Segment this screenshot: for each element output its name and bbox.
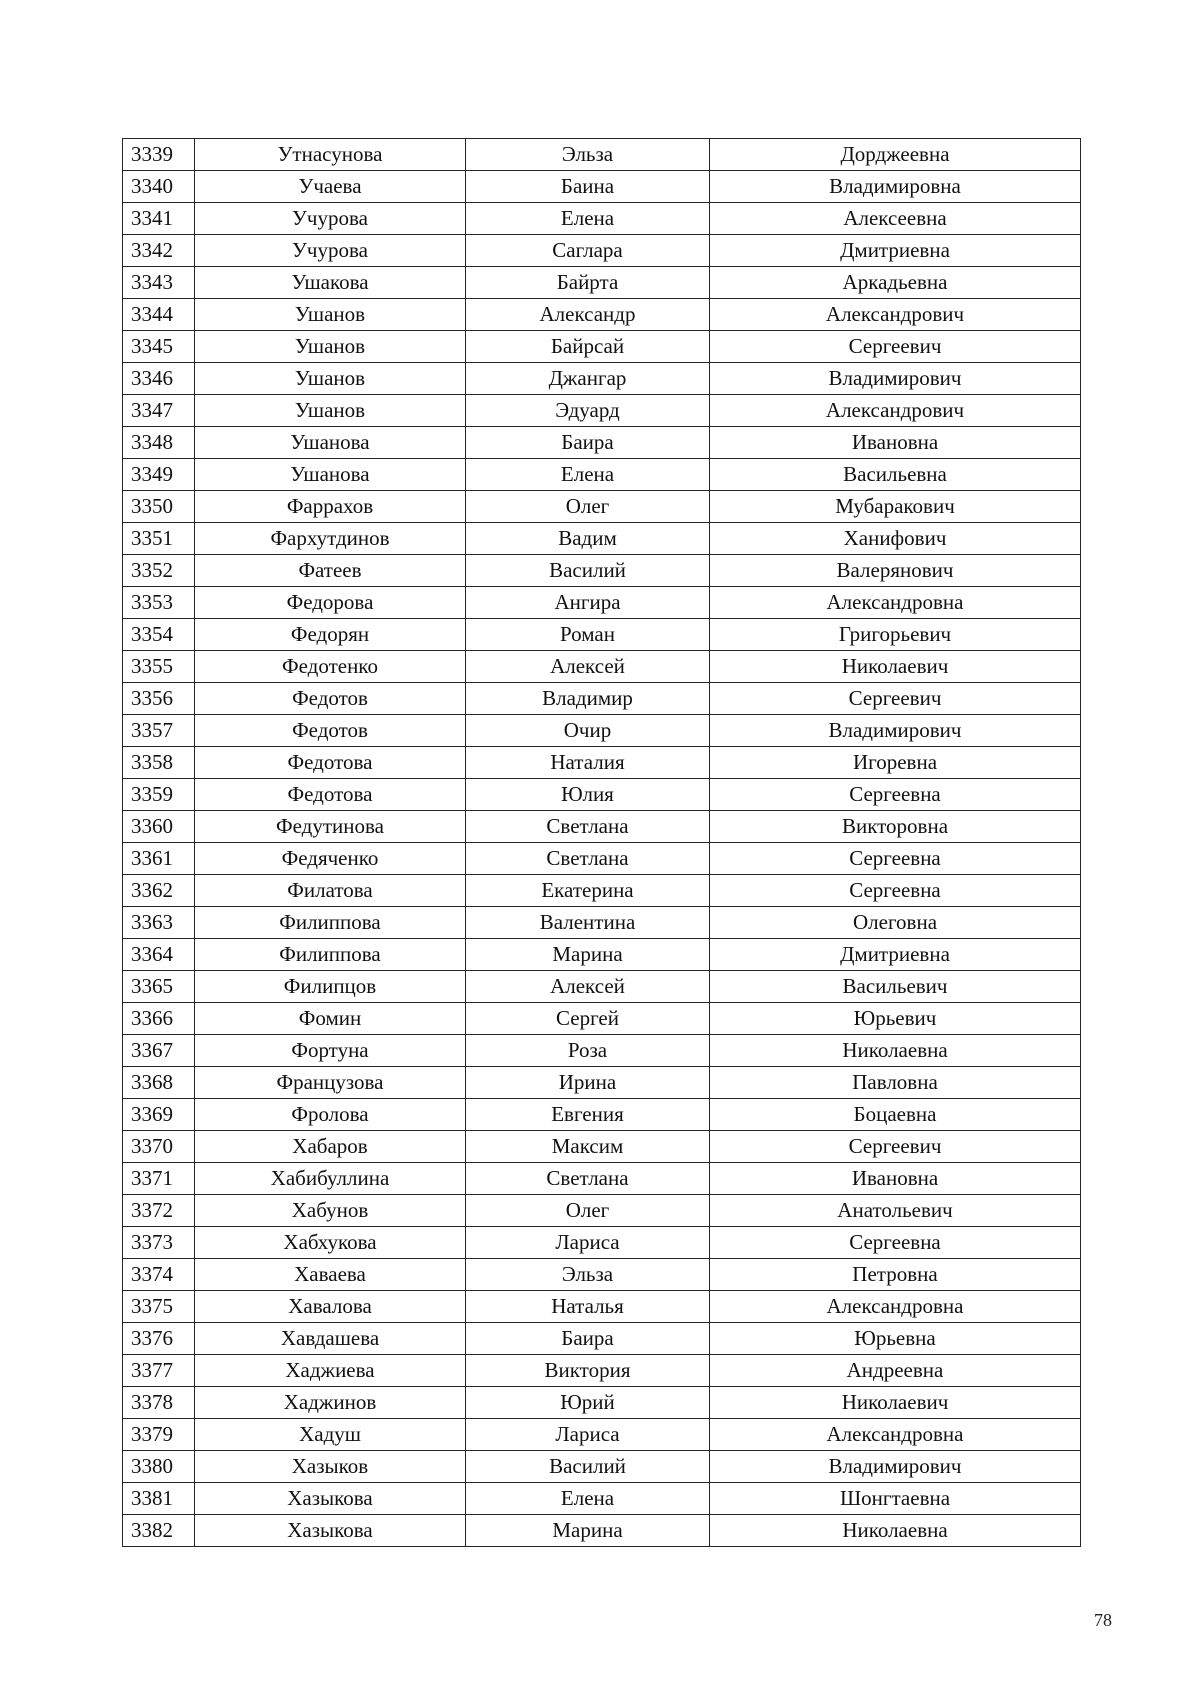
row-number: 3357 xyxy=(123,715,195,747)
last-name: Хабаров xyxy=(195,1131,466,1163)
last-name: Филиппова xyxy=(195,907,466,939)
last-name: Ушанов xyxy=(195,363,466,395)
first-name: Владимир xyxy=(466,683,710,715)
first-name: Баира xyxy=(466,427,710,459)
row-number: 3339 xyxy=(123,139,195,171)
table-row xyxy=(123,1099,1081,1131)
patronymic: Петровна xyxy=(710,1259,1081,1291)
patronymic: Васильевич xyxy=(710,971,1081,1003)
last-name: Хавалова xyxy=(195,1291,466,1323)
patronymic: Сергеевна xyxy=(710,1227,1081,1259)
patronymic: Сергеевна xyxy=(710,779,1081,811)
first-name: Эльза xyxy=(466,1259,710,1291)
page-number: 78 xyxy=(1094,1610,1112,1630)
last-name: Федорян xyxy=(195,619,466,651)
first-name: Максим xyxy=(466,1131,710,1163)
row-number: 3346 xyxy=(123,363,195,395)
row-number: 3354 xyxy=(123,619,195,651)
patronymic: Алексеевна xyxy=(710,203,1081,235)
last-name: Филиппова xyxy=(195,939,466,971)
first-name: Елена xyxy=(466,459,710,491)
patronymic: Григорьевич xyxy=(710,619,1081,651)
table-row xyxy=(123,363,1081,395)
first-name: Лариса xyxy=(466,1419,710,1451)
last-name: Хазыкова xyxy=(195,1483,466,1515)
row-number: 3374 xyxy=(123,1259,195,1291)
patronymic: Сергеевич xyxy=(710,1131,1081,1163)
last-name: Хаджиева xyxy=(195,1355,466,1387)
table-row xyxy=(123,267,1081,299)
row-number: 3347 xyxy=(123,395,195,427)
last-name: Утнасунова xyxy=(195,139,466,171)
row-number: 3364 xyxy=(123,939,195,971)
first-name: Алексей xyxy=(466,971,710,1003)
patronymic: Андреевна xyxy=(710,1355,1081,1387)
table-row xyxy=(123,1163,1081,1195)
patronymic: Олеговна xyxy=(710,907,1081,939)
row-number: 3359 xyxy=(123,779,195,811)
table-row xyxy=(123,1259,1081,1291)
last-name: Фомин xyxy=(195,1003,466,1035)
first-name: Роман xyxy=(466,619,710,651)
row-number: 3352 xyxy=(123,555,195,587)
table-row xyxy=(123,1067,1081,1099)
last-name: Федотов xyxy=(195,683,466,715)
table-row xyxy=(123,427,1081,459)
last-name: Фаррахов xyxy=(195,491,466,523)
last-name: Ушакова xyxy=(195,267,466,299)
patronymic: Юрьевич xyxy=(710,1003,1081,1035)
first-name: Баира xyxy=(466,1323,710,1355)
last-name: Хабибуллина xyxy=(195,1163,466,1195)
first-name: Джангар xyxy=(466,363,710,395)
row-number: 3367 xyxy=(123,1035,195,1067)
patronymic: Александровна xyxy=(710,1419,1081,1451)
first-name: Байрсай xyxy=(466,331,710,363)
table-row xyxy=(123,1483,1081,1515)
row-number: 3366 xyxy=(123,1003,195,1035)
last-name: Федотов xyxy=(195,715,466,747)
patronymic: Аркадьевна xyxy=(710,267,1081,299)
row-number: 3380 xyxy=(123,1451,195,1483)
last-name: Федорова xyxy=(195,587,466,619)
table-row xyxy=(123,875,1081,907)
names-table-body xyxy=(123,139,1081,1547)
row-number: 3342 xyxy=(123,235,195,267)
table-row xyxy=(123,523,1081,555)
last-name: Хаджинов xyxy=(195,1387,466,1419)
first-name: Елена xyxy=(466,203,710,235)
row-number: 3355 xyxy=(123,651,195,683)
table-row xyxy=(123,683,1081,715)
first-name: Баина xyxy=(466,171,710,203)
row-number: 3368 xyxy=(123,1067,195,1099)
patronymic: Владимирович xyxy=(710,715,1081,747)
table-row xyxy=(123,1195,1081,1227)
patronymic: Шонгтаевна xyxy=(710,1483,1081,1515)
row-number: 3341 xyxy=(123,203,195,235)
row-number: 3356 xyxy=(123,683,195,715)
first-name: Виктория xyxy=(466,1355,710,1387)
table-row xyxy=(123,1387,1081,1419)
last-name: Фролова xyxy=(195,1099,466,1131)
last-name: Федотова xyxy=(195,747,466,779)
first-name: Ангира xyxy=(466,587,710,619)
table-row xyxy=(123,235,1081,267)
last-name: Хаваева xyxy=(195,1259,466,1291)
row-number: 3353 xyxy=(123,587,195,619)
row-number: 3379 xyxy=(123,1419,195,1451)
table-row xyxy=(123,1227,1081,1259)
row-number: 3371 xyxy=(123,1163,195,1195)
table-row xyxy=(123,1515,1081,1547)
patronymic: Валерянович xyxy=(710,555,1081,587)
last-name: Хавдашева xyxy=(195,1323,466,1355)
row-number: 3350 xyxy=(123,491,195,523)
row-number: 3344 xyxy=(123,299,195,331)
last-name: Хабунов xyxy=(195,1195,466,1227)
row-number: 3363 xyxy=(123,907,195,939)
patronymic: Сергеевна xyxy=(710,875,1081,907)
last-name: Фортуна xyxy=(195,1035,466,1067)
patronymic: Дмитриевна xyxy=(710,235,1081,267)
table-row xyxy=(123,619,1081,651)
first-name: Алексей xyxy=(466,651,710,683)
last-name: Фатеев xyxy=(195,555,466,587)
row-number: 3345 xyxy=(123,331,195,363)
patronymic: Александрович xyxy=(710,299,1081,331)
last-name: Хабхукова xyxy=(195,1227,466,1259)
patronymic: Дорджеевна xyxy=(710,139,1081,171)
table-row xyxy=(123,1419,1081,1451)
patronymic: Александрович xyxy=(710,395,1081,427)
row-number: 3369 xyxy=(123,1099,195,1131)
table-row xyxy=(123,1131,1081,1163)
row-number: 3381 xyxy=(123,1483,195,1515)
last-name: Ушанова xyxy=(195,427,466,459)
table-row xyxy=(123,587,1081,619)
first-name: Василий xyxy=(466,1451,710,1483)
first-name: Юрий xyxy=(466,1387,710,1419)
first-name: Олег xyxy=(466,491,710,523)
first-name: Валентина xyxy=(466,907,710,939)
last-name: Федотенко xyxy=(195,651,466,683)
last-name: Французова xyxy=(195,1067,466,1099)
table-row xyxy=(123,1451,1081,1483)
patronymic: Игоревна xyxy=(710,747,1081,779)
last-name: Федяченко xyxy=(195,843,466,875)
row-number: 3382 xyxy=(123,1515,195,1547)
last-name: Ушанов xyxy=(195,331,466,363)
table-row xyxy=(123,1323,1081,1355)
patronymic: Ивановна xyxy=(710,427,1081,459)
patronymic: Николаевич xyxy=(710,651,1081,683)
table-row xyxy=(123,747,1081,779)
first-name: Ирина xyxy=(466,1067,710,1099)
table-row xyxy=(123,395,1081,427)
first-name: Василий xyxy=(466,555,710,587)
first-name: Байрта xyxy=(466,267,710,299)
patronymic: Викторовна xyxy=(710,811,1081,843)
patronymic: Владимирович xyxy=(710,363,1081,395)
first-name: Эдуард xyxy=(466,395,710,427)
row-number: 3375 xyxy=(123,1291,195,1323)
table-row xyxy=(123,331,1081,363)
patronymic: Александровна xyxy=(710,1291,1081,1323)
patronymic: Дмитриевна xyxy=(710,939,1081,971)
table-row xyxy=(123,1035,1081,1067)
table-row xyxy=(123,459,1081,491)
patronymic: Боцаевна xyxy=(710,1099,1081,1131)
table-row xyxy=(123,1355,1081,1387)
row-number: 3360 xyxy=(123,811,195,843)
first-name: Юлия xyxy=(466,779,710,811)
table-row xyxy=(123,555,1081,587)
last-name: Хадуш xyxy=(195,1419,466,1451)
first-name: Роза xyxy=(466,1035,710,1067)
row-number: 3351 xyxy=(123,523,195,555)
last-name: Федотова xyxy=(195,779,466,811)
last-name: Учаева xyxy=(195,171,466,203)
first-name: Екатерина xyxy=(466,875,710,907)
last-name: Филипцов xyxy=(195,971,466,1003)
row-number: 3377 xyxy=(123,1355,195,1387)
row-number: 3358 xyxy=(123,747,195,779)
first-name: Светлана xyxy=(466,1163,710,1195)
row-number: 3372 xyxy=(123,1195,195,1227)
first-name: Марина xyxy=(466,1515,710,1547)
last-name: Ушанов xyxy=(195,299,466,331)
table-row xyxy=(123,491,1081,523)
patronymic: Павловна xyxy=(710,1067,1081,1099)
patronymic: Владимирович xyxy=(710,1451,1081,1483)
table-row xyxy=(123,171,1081,203)
first-name: Елена xyxy=(466,1483,710,1515)
last-name: Учурова xyxy=(195,203,466,235)
first-name: Вадим xyxy=(466,523,710,555)
last-name: Федутинова xyxy=(195,811,466,843)
patronymic: Александровна xyxy=(710,587,1081,619)
table-row xyxy=(123,811,1081,843)
row-number: 3343 xyxy=(123,267,195,299)
first-name: Эльза xyxy=(466,139,710,171)
patronymic: Сергеевна xyxy=(710,843,1081,875)
table-row xyxy=(123,651,1081,683)
table-row xyxy=(123,907,1081,939)
table-row xyxy=(123,299,1081,331)
table-row xyxy=(123,203,1081,235)
table-row xyxy=(123,971,1081,1003)
first-name: Светлана xyxy=(466,843,710,875)
table-row xyxy=(123,1291,1081,1323)
patronymic: Николаевна xyxy=(710,1515,1081,1547)
first-name: Очир xyxy=(466,715,710,747)
table-row xyxy=(123,715,1081,747)
last-name: Хазыкова xyxy=(195,1515,466,1547)
row-number: 3378 xyxy=(123,1387,195,1419)
row-number: 3373 xyxy=(123,1227,195,1259)
patronymic: Юрьевна xyxy=(710,1323,1081,1355)
patronymic: Васильевна xyxy=(710,459,1081,491)
last-name: Фархутдинов xyxy=(195,523,466,555)
row-number: 3370 xyxy=(123,1131,195,1163)
first-name: Марина xyxy=(466,939,710,971)
first-name: Сергей xyxy=(466,1003,710,1035)
names-table xyxy=(122,138,1081,1547)
row-number: 3349 xyxy=(123,459,195,491)
table-row xyxy=(123,843,1081,875)
last-name: Учурова xyxy=(195,235,466,267)
first-name: Олег xyxy=(466,1195,710,1227)
last-name: Ушанов xyxy=(195,395,466,427)
row-number: 3362 xyxy=(123,875,195,907)
last-name: Хазыков xyxy=(195,1451,466,1483)
row-number: 3376 xyxy=(123,1323,195,1355)
patronymic: Ивановна xyxy=(710,1163,1081,1195)
row-number: 3361 xyxy=(123,843,195,875)
table-row xyxy=(123,779,1081,811)
patronymic: Николаевич xyxy=(710,1387,1081,1419)
table-row xyxy=(123,1003,1081,1035)
patronymic: Мубаракович xyxy=(710,491,1081,523)
patronymic: Николаевна xyxy=(710,1035,1081,1067)
patronymic: Сергеевич xyxy=(710,331,1081,363)
first-name: Лариса xyxy=(466,1227,710,1259)
table-row xyxy=(123,139,1081,171)
row-number: 3340 xyxy=(123,171,195,203)
patronymic: Сергеевич xyxy=(710,683,1081,715)
patronymic: Владимировна xyxy=(710,171,1081,203)
first-name: Светлана xyxy=(466,811,710,843)
last-name: Филатова xyxy=(195,875,466,907)
row-number: 3365 xyxy=(123,971,195,1003)
row-number: 3348 xyxy=(123,427,195,459)
patronymic: Ханифович xyxy=(710,523,1081,555)
first-name: Саглара xyxy=(466,235,710,267)
last-name: Ушанова xyxy=(195,459,466,491)
first-name: Наталия xyxy=(466,747,710,779)
table-row xyxy=(123,939,1081,971)
patronymic: Анатольевич xyxy=(710,1195,1081,1227)
first-name: Александр xyxy=(466,299,710,331)
first-name: Наталья xyxy=(466,1291,710,1323)
first-name: Евгения xyxy=(466,1099,710,1131)
